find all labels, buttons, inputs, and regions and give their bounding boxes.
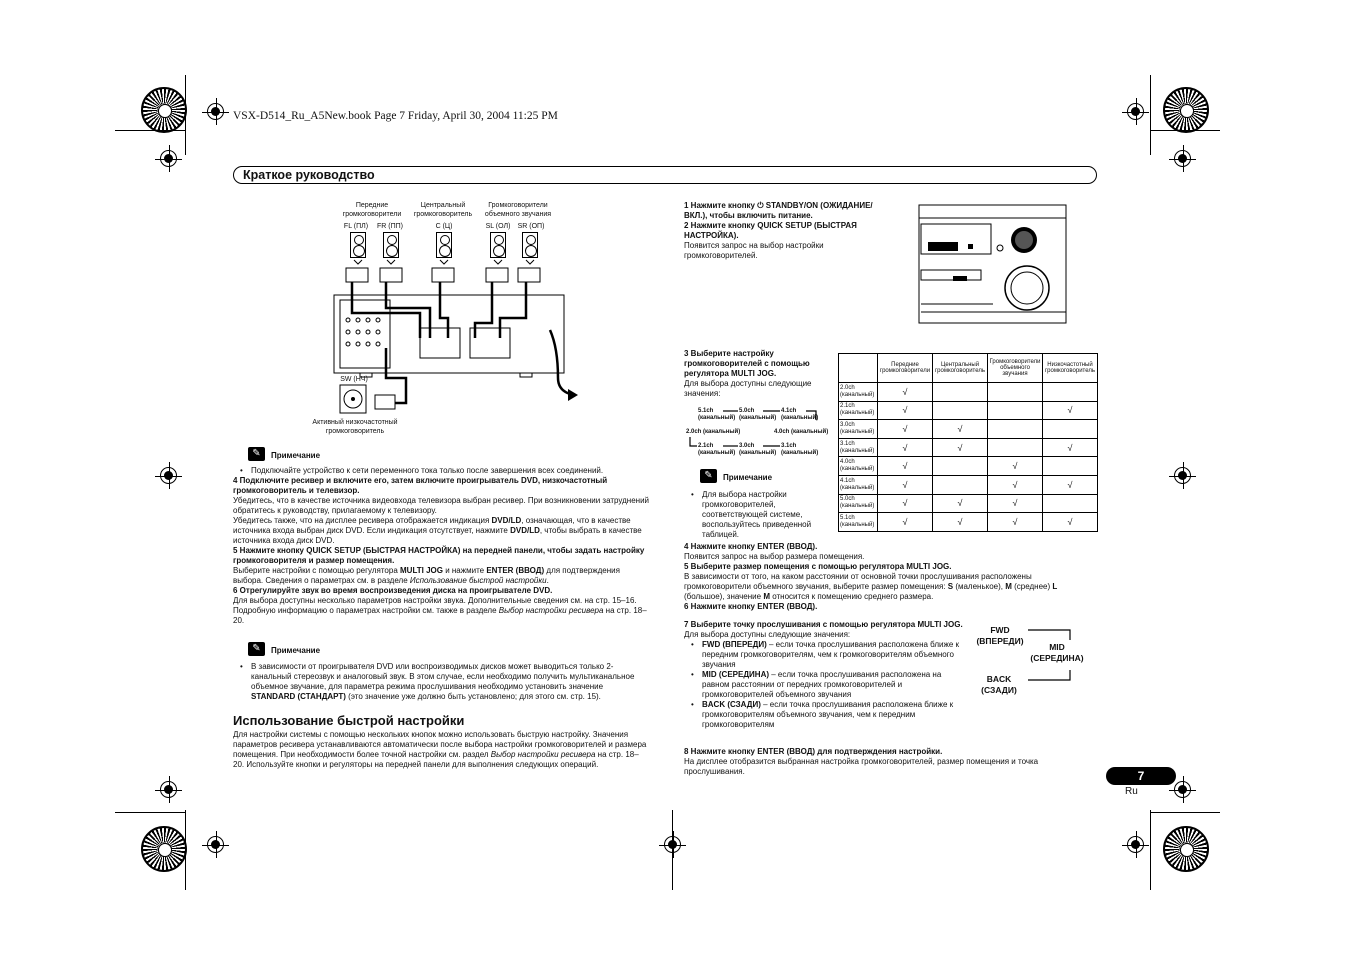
table-header: Низкочастотный громкоговоритель [1043,354,1098,383]
table-cell: √ [878,438,933,457]
note-header-2 [248,640,320,658]
table-cell: √ [878,475,933,494]
table-row [839,401,1098,420]
crop-line [115,130,185,131]
table-header: Центральный громкоговоритель [933,354,988,383]
crosshair-mark [1174,781,1191,798]
section-header-title: Краткое руководство [243,168,375,182]
power-icon: ⏻ [757,201,764,210]
step-8-paragraph: На дисплее отобразится выбранная настройка громкоговорителей, размер помещения и точка прослушивания. [684,757,1039,776]
crosshair-mark [207,103,224,120]
note-2-text: • В зависимости от проигрывателя DVD или воспроизводимых дисков может выводиться только 2-канальный стереозвук и аналоговый звук. В этом случае, если необходимо получить мультиканальное объемное звучание, для параметра режима прослушивания необходимо установить значение STANDARD (СТАНДАРТ) (это значение уже должно быть установлено; для этого см. стр. 15). [233,662,649,702]
step-2-title: 2 Нажмите кнопку QUICK SETUP (БЫСТРАЯ НАСТРОЙКА). [684,221,857,240]
note-label: Примечание [723,473,773,482]
step-4-title: 4 Подключите ресивер и включите его, затем включите проигрыватель DVD, низкочастотный громкоговоритель и телевизор. [233,476,608,495]
table-cell: √ [933,494,988,513]
table-cell [988,383,1043,402]
note-3-text: • Для выбора настройки громкоговорителей, соответствующей системе, воспользуйтесь приведенной таблицей. [684,490,824,540]
wiring-diagram [300,198,600,438]
table-cell [988,401,1043,420]
table-cell: √ [988,457,1043,476]
step-4-paragraph-2: Убедитесь также, что на дисплее ресивера отображается индикация DVD/LD, означающая, что в качестве источника входа выбран диск DVD. Если индикация отсутствует, нажмите DVD/LD, чтобы выбрать в качестве источника входа диск DVD. [233,516,642,545]
step-2-paragraph: Появится запрос на выбор настройки громкоговорителей. [684,241,824,260]
speaker-config-table [838,353,1098,532]
crosshair-mark [1174,467,1191,484]
right-steps-4-7 [684,542,1100,612]
step-5-paragraph: Выберите настройки с помощью регулятора MULTI JOG и нажмите ENTER (ВВОД) для подтверждения выбора. Сведения о параметрах см. в разделе Использование быстрой настройки. [233,566,620,585]
diagram-mid: MID (СЕРЕДИНА) [1030,642,1084,663]
crop-line [185,75,186,155]
registration-wheel-top-left [141,87,187,133]
table-cell [1043,383,1098,402]
registration-wheel-bottom-right [1163,826,1209,872]
step-6-title: 6 Отрегулируйте звук во время воспроизведения диска на проигрывателе DVD. [233,586,553,595]
table-row-label: 5.1ch (канальный) [839,513,878,532]
crosshair-mark [1174,150,1191,167]
label-sr: SR (ОП) [517,223,545,230]
step-4-title-right: 4 Нажмите кнопку ENTER (ВВОД). [684,542,818,551]
table-cell: √ [933,420,988,439]
channel-cycle-diagram [686,406,836,458]
table-cell: √ [988,513,1043,532]
crop-line [1150,810,1151,890]
note-header-3 [700,467,772,485]
table-cell: √ [933,438,988,457]
receiver-front-panel-illustration [918,204,1068,327]
step-4-paragraph-1: Убедитесь, что в качестве источника видеовхода телевизора выбран ресивер. При возникновении затруднений обратитесь к руководству, прилагаемому к телевизору. [233,496,650,515]
receiver-front-panel-svg [918,204,1068,327]
quick-setup-intro: Для настройки системы с помощью нескольких кнопок можно использовать быструю настройку. Значения параметров ресивера устанавливаются автоматически после выбора настройки громкоговорителей и размера помещения. При необходимости более точной настройки см. раздел Выбор настройки ресивера на стр. 18–20. Используйте кнопки и регуляторы на передней панели для выполнения следующих операций. [233,730,647,769]
table-cell [933,383,988,402]
label-center-speaker: Центральный громкоговоритель [413,202,473,218]
note-label: Примечание [271,646,321,655]
cycle-arrows-svg [686,406,836,458]
crop-line [1150,75,1151,155]
table-cell: √ [1043,513,1098,532]
step-4-paragraph-right: Появится запрос на выбор размера помещения. [684,552,865,561]
listening-position-diagram [968,622,1098,702]
crosshair-mark [160,467,177,484]
wiring-lines-svg [300,198,600,438]
table-cell: √ [988,494,1043,513]
step-8-block [684,747,1064,777]
table-cell [1043,494,1098,513]
crop-line [672,810,673,890]
option-mid: • MID (СЕРЕДИНА) – если точка прослушивания расположена на равном расстоянии от передних громкоговорителей и громкоговорителей объемного звучания [684,670,966,700]
step-3-paragraph: Для выбора доступны следующие значения: [684,379,812,398]
step-7-block [684,620,966,730]
step-8-title: 8 Нажмите кнопку ENTER (ВВОД) для подтверждения настройки. [684,747,943,756]
book-header: VSX-D514_Ru_A5New.book Page 7 Friday, April 30, 2004 11:25 PM [233,110,558,122]
step-7-paragraph: Для выбора доступны следующие значения: [684,630,851,639]
label-fl: FL (ПЛ) [343,223,369,230]
table-cell: √ [1043,401,1098,420]
step-3-block [684,349,834,399]
option-fwd: • FWD (ВПЕРЕДИ) – если точка прослушивания расположена ближе к передним громкоговорителям, чем к громкоговорителям объемного звучания [684,640,966,670]
table-row-label: 4.0ch (канальный) [839,457,878,476]
table-cell: √ [878,383,933,402]
crop-line [1150,130,1220,131]
label-sw: SW (НЧ) [340,376,368,383]
crosshair-mark [160,781,177,798]
table-cell [988,420,1043,439]
table-cell: √ [988,475,1043,494]
label-surround-speakers: Громкоговорители объемного звучания [484,202,552,218]
table-cell [1043,457,1098,476]
step-6-paragraph: Для выбора доступны несколько параметров настройки звука. Дополнительные сведения см. на стр. 15–16. Подробную информацию о параметрах настройки см. также в разделе Выбор настройки ресивера на стр. 18–20. [233,596,647,625]
cycle-5-0ch: 5.0ch (канальный) [739,408,777,421]
registration-wheel-top-right [1163,87,1209,133]
note-pencil-icon: ✎ [248,447,265,461]
cycle-4-1ch: 4.1ch (канальный) [781,408,819,421]
label-c: C (Ц) [435,223,453,230]
section-title-quick-setup: Использование быстрой настройки [233,713,465,728]
subwoofer-caption: Активный низкочастотный громкоговоритель [312,419,398,435]
note-1-text: • Подключайте устройство к сети переменного тока только после завершения всех соединений. [233,466,649,476]
table-row [839,420,1098,439]
table-cell [933,401,988,420]
table-row-label: 2.1ch (канальный) [839,401,878,420]
table-row-label: 3.1ch (канальный) [839,438,878,457]
cycle-2-0ch: 2.0ch (канальный) [686,429,741,435]
table-cell: √ [878,401,933,420]
table-row [839,383,1098,402]
crosshair-mark [207,836,224,853]
table-cell: √ [1043,438,1098,457]
diagram-back: BACK (СЗАДИ) [981,674,1017,695]
note-pencil-icon: ✎ [248,642,265,656]
step-6-title-right: 6 Нажмите кнопку ENTER (ВВОД). [684,602,818,611]
table-cell: √ [1043,475,1098,494]
cycle-5-1ch: 5.1ch (канальный) [698,408,736,421]
table-cell: √ [878,457,933,476]
table-cell [933,457,988,476]
crosshair-mark [160,150,177,167]
table-cell [933,475,988,494]
table-row-label: 4.1ch (канальный) [839,475,878,494]
table-corner [839,354,878,383]
diagram-fwd: FWD (ВПЕРЕДИ) [976,625,1024,646]
table-cell: √ [933,513,988,532]
crop-line [1150,812,1220,813]
note-header-1 [248,445,320,463]
table-cell: √ [878,420,933,439]
step-5-title-right: 5 Выберите размер помещения с помощью регулятора MULTI JOG. [684,562,952,571]
registration-wheel-bottom-left [141,826,187,872]
step-7-title: 7 Выберите точку прослушивания с помощью регулятора MULTI JOG. [684,620,963,629]
crop-line [185,810,186,890]
table-cell [988,438,1043,457]
note-label: Примечание [271,451,321,460]
table-cell [1043,420,1098,439]
listening-lines-svg [968,622,1098,702]
table-header: Передние громкоговорители [878,354,933,383]
note-pencil-icon: ✎ [700,469,717,483]
cycle-3-0ch: 3.0ch (канальный) [739,443,777,456]
page-number-badge: 7 [1106,767,1176,785]
step-3-title: 3 Выберите настройку громкоговорителей с помощью регулятора MULTI JOG. [684,349,810,378]
table-row-label: 5.0ch (канальный) [839,494,878,513]
speaker-config-table-grid [838,353,1098,532]
label-fr: FR (ПП) [376,223,403,230]
table-cell: √ [878,494,933,513]
crosshair-mark [1127,103,1144,120]
cycle-4-0ch: 4.0ch (канальный) [774,429,829,435]
language-code: Ru [1125,786,1138,797]
note-3-block [684,490,824,540]
table-row-label: 2.0ch (канальный) [839,383,878,402]
crosshair-mark [1127,836,1144,853]
cycle-3-1ch: 3.1ch (канальный) [781,443,819,456]
table-row [839,494,1098,513]
table-row [839,513,1098,532]
note-2-block [233,662,649,702]
step-5-title: 5 Нажмите кнопку QUICK SETUP (БЫСТРАЯ НАСТРОЙКА) на передней панели, чтобы задать настройку громкоговорителя и размер помещения. [233,546,645,565]
table-row-label: 3.0ch (канальный) [839,420,878,439]
label-sl: SL (ОЛ) [485,223,511,230]
step-1-title: 1 Нажмите кнопку ⏻ STANDBY/ON (ОЖИДАНИЕ/ВКЛ.), чтобы включить питание. [684,201,873,220]
option-back: • BACK (СЗАДИ) – если точка прослушивания расположена ближе к громкоговорителям объемного звучания, чем к передним громкоговорителям [684,700,966,730]
table-row [839,438,1098,457]
label-front-speakers: Передние громкоговорители [342,202,402,218]
table-row [839,457,1098,476]
cycle-2-1ch: 2.1ch (канальный) [698,443,736,456]
table-row [839,475,1098,494]
table-cell: √ [878,513,933,532]
right-steps-1-2 [684,201,894,261]
crop-line [115,812,185,813]
step-5-paragraph-right: В зависимости от того, на каком расстоянии от основной точки прослушивания расположены громкоговорители объемного звучания, выберите размер помещения: S (маленькое), M (среднее) L (большое), значение M относится к помещению среднего размера. [684,572,1058,601]
table-header: Громкоговорители объемного звучания [988,354,1043,383]
left-column-block-1 [233,466,649,626]
